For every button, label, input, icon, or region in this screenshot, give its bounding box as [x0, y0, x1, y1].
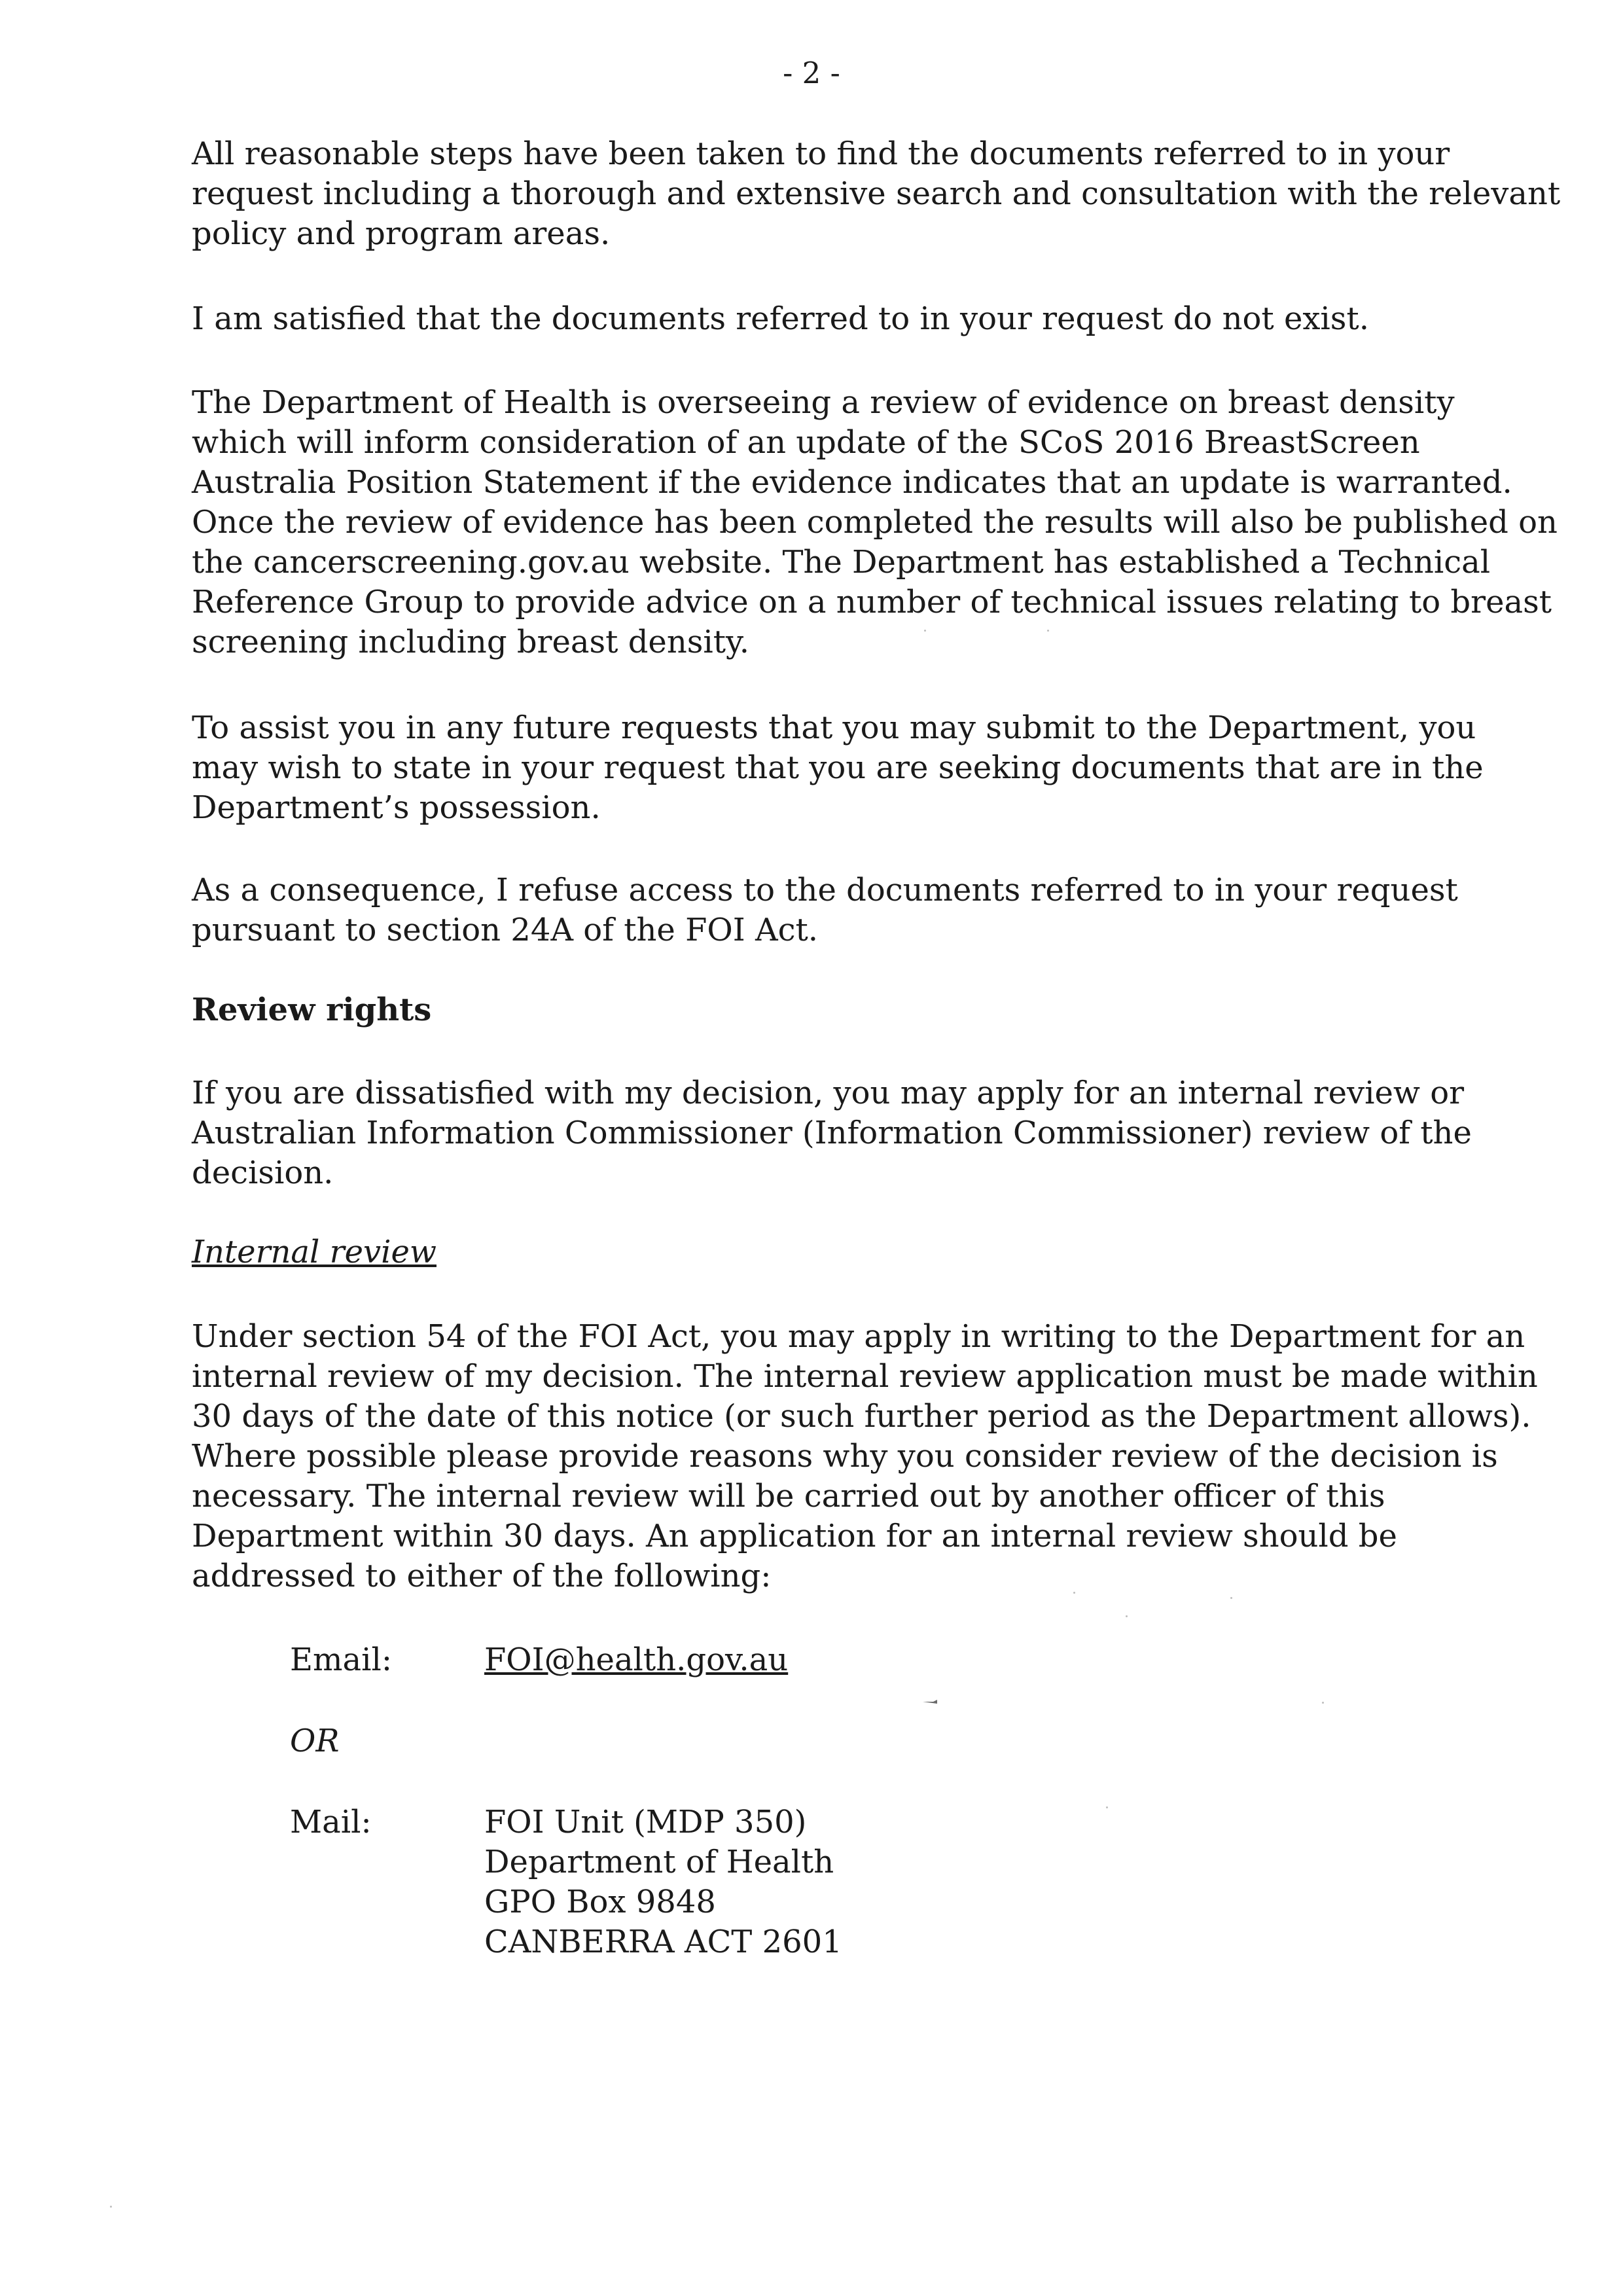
scan-speck: [1126, 1615, 1128, 1617]
text-line: which will inform consideration of an update of the SCoS 2016 BreastScreen: [192, 424, 1420, 461]
text-line: pursuant to section 24A of the FOI Act.: [192, 912, 819, 948]
email-label: Email:: [290, 1641, 393, 1678]
scan-speck: [1230, 1597, 1232, 1599]
text-line: necessary. The internal review will be carried out by another officer of this: [192, 1478, 1385, 1515]
paragraph-breast-density-review: [192, 383, 1558, 662]
scan-speck: [924, 630, 926, 632]
heading-internal-review: Internal review: [192, 1234, 437, 1270]
text-line: I am satisfied that the documents referred to in your request do not exist.: [192, 300, 1369, 337]
scan-speck: [1106, 1806, 1108, 1808]
paragraph-dissatisfied: [192, 1073, 1472, 1193]
address-line: CANBERRA ACT 2601: [484, 1924, 842, 1960]
text-line: To assist you in any future requests that you may submit to the Department, you: [192, 709, 1476, 746]
text-line: Reference Group to provide advice on a number of technical issues relating to breast: [192, 584, 1552, 620]
text-line: request including a thorough and extensive search and consultation with the relevant: [192, 175, 1561, 212]
text-line: the cancerscreening.gov.au website. The Department has established a Technical: [192, 544, 1491, 581]
text-line: policy and program areas.: [192, 215, 611, 252]
text-line: If you are dissatisfied with my decision, you may apply for an internal review or: [192, 1075, 1465, 1111]
text-line: Australia Position Statement if the evidence indicates that an update is warranted.: [192, 464, 1512, 501]
scan-speck: [110, 2206, 112, 2208]
heading-review-rights: Review rights: [192, 992, 432, 1028]
scan-speck: [1322, 1702, 1324, 1704]
text-line: Where possible please provide reasons why you consider review of the decision is: [192, 1438, 1498, 1475]
paragraph-future-requests: [192, 708, 1484, 828]
scan-mark-icon: [923, 1699, 938, 1704]
scan-speck: [1047, 630, 1049, 632]
text-line: The Department of Health is overseeing a review of evidence on breast density: [192, 384, 1455, 421]
text-line: All reasonable steps have been taken to find the documents referred to in your: [192, 135, 1450, 172]
text-line: Once the review of evidence has been completed the results will also be published on: [192, 504, 1558, 541]
text-line: As a consequence, I refuse access to the documents referred to in your request: [192, 872, 1458, 908]
paragraph-refuse-access: [192, 870, 1468, 950]
mail-label: Mail:: [290, 1804, 372, 1840]
text-line: internal review of my decision. The internal review application must be made within: [192, 1358, 1538, 1395]
email-link[interactable]: FOI@health.gov.au: [484, 1641, 789, 1678]
text-line: 30 days of the date of this notice (or such further period as the Department allows).: [192, 1398, 1531, 1435]
paragraph-documents-not-exist: [192, 299, 1468, 339]
paragraph-search-steps: [192, 134, 1561, 254]
text-line: may wish to state in your request that you are seeking documents that are in the: [192, 749, 1484, 786]
mail-address: [484, 1803, 842, 1962]
address-line: Department of Health: [484, 1844, 834, 1880]
text-line: screening including breast density.: [192, 624, 750, 660]
text-line: addressed to either of the following:: [192, 1558, 772, 1594]
text-line: Department within 30 days. An application for an internal review should be: [192, 1518, 1397, 1554]
address-line: FOI Unit (MDP 350): [484, 1804, 807, 1840]
paragraph-internal-review-details: [192, 1317, 1538, 1596]
scan-speck: [1073, 1592, 1075, 1594]
text-line: Australian Information Commissioner (Information Commissioner) review of the: [192, 1115, 1472, 1151]
address-line: GPO Box 9848: [484, 1884, 716, 1920]
text-line: decision.: [192, 1155, 334, 1191]
page-number: - 2 -: [783, 56, 840, 90]
text-line: Under section 54 of the FOI Act, you may apply in writing to the Department for an: [192, 1318, 1525, 1355]
or-label: OR: [290, 1723, 340, 1759]
text-line: Department’s possession.: [192, 789, 601, 826]
